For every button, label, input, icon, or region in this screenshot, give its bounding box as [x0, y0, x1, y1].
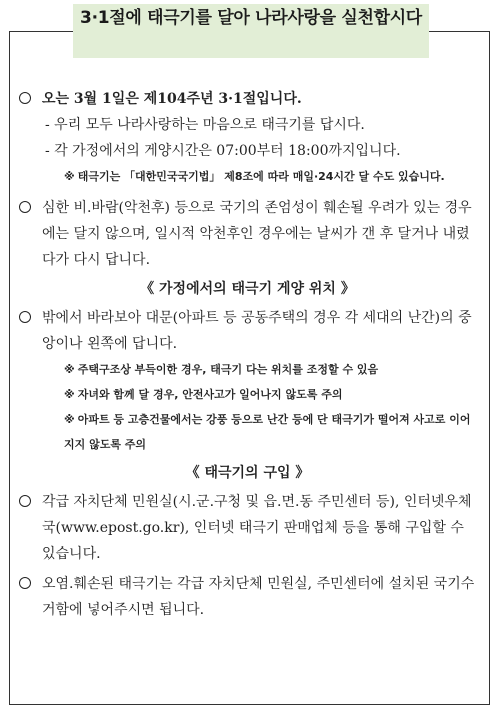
circle-bullet-icon [19, 311, 31, 323]
circle-bullet-icon [19, 495, 31, 507]
section-heading-display-position: 《 가정에서의 태극기 게양 위치 》 [140, 281, 355, 297]
position-text: 밖에서 바라보아 대문(아파트 등 공동주택의 경우 각 세대의 난간)의 중앙이나 왼쪽에 답니다. [42, 310, 472, 352]
disposal-text: 오염.훼손된 태극기는 각급 자치단체 민원실, 주민센터에 설치된 국기수거함에 넣어주시면 됩니다. [42, 576, 475, 618]
note-high-rise-text: 아파트 등 고층건물에서는 강풍 등으로 난간 등에 단 태극기가 떨어져 사고로 이어지지 않도록 주의 [64, 413, 471, 451]
note-mark: ※ [64, 413, 75, 426]
section-heading-purchase: 《 태극기의 구입 》 [185, 465, 310, 481]
section-disposal [17, 571, 478, 623]
section-purchase [17, 489, 478, 567]
circle-bullet-icon [19, 92, 31, 104]
section-bad-weather [17, 195, 478, 273]
bad-weather-text: 심한 비.바람(악천후) 등으로 국기의 존엄성이 훼손될 우려가 있는 경우에는 달지 않으며, 일시적 악천후인 경우에는 날씨가 갠 후 달거나 내렸다가 다시 답니다. [42, 200, 472, 268]
note-high-rise [17, 407, 478, 457]
note-mark: ※ [64, 170, 75, 183]
document-body [9, 58, 490, 623]
sub-item-hours: - 각 가정에서의 게양시간은 07:00부터 18:00까지입니다. [45, 143, 401, 159]
note-flag-law-text: 태극기는 「대한민국국기법」 제8조에 따라 매일·24시간 달 수도 있습니다. [77, 170, 445, 183]
section-position [17, 305, 478, 357]
page-title: 3·1절에 태극기를 달아 나라사랑을 실천합시다 [80, 8, 422, 28]
purchase-text: 각급 자치단체 민원실(시.군.구청 및 읍.면.동 주민센터 등), 인터넷우체국(www.epost.go.kr), 인터넷 태극기 판매업체 등을 통해 구입할 수 있습니다. [42, 494, 472, 562]
section-anniversary [17, 86, 478, 112]
note-mark: ※ [64, 388, 75, 401]
note-structure-text: 주택구조상 부득이한 경우, 태극기 다는 위치를 조정할 수 있음 [77, 363, 379, 376]
title-banner [73, 4, 429, 58]
note-children-safety [17, 382, 478, 407]
note-mark: ※ [64, 363, 75, 376]
note-flag-law [17, 164, 478, 189]
anniversary-text: 오는 3월 1일은 제104주년 3·1절입니다. [42, 91, 302, 107]
circle-bullet-icon [19, 577, 31, 589]
note-children-safety-text: 자녀와 함께 달 경우, 안전사고가 일어나지 않도록 주의 [77, 388, 343, 401]
note-structure [17, 357, 478, 382]
circle-bullet-icon [19, 201, 31, 213]
sub-item-hang-flag: - 우리 모두 나라사랑하는 마음으로 태극기를 답시다. [45, 117, 365, 133]
